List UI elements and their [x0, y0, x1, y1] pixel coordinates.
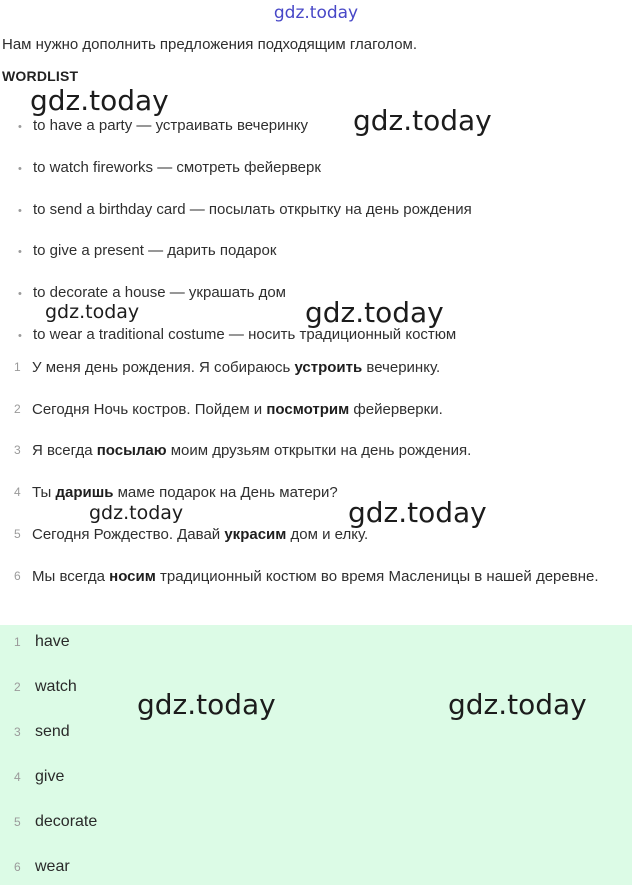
exercise-number: 3: [14, 443, 21, 457]
wordlist-item: [18, 159, 321, 176]
exercise-item: [14, 434, 617, 467]
bullet-icon: •: [18, 205, 22, 217]
answer-text: wear: [35, 858, 70, 875]
exercise-answer-word: даришь: [55, 484, 114, 501]
answer-number: 6: [14, 860, 21, 874]
exercise-answer-word: посылаю: [96, 442, 167, 459]
exercise-text: моим друзьям открытки на день рождения.: [166, 442, 472, 459]
exercise-text: Сегодня Рождество. Давай: [32, 526, 225, 543]
answer-number: 1: [14, 635, 21, 649]
answer-number: 5: [14, 815, 21, 829]
exercise-item: [14, 351, 617, 384]
answer-text: give: [35, 768, 65, 785]
answer-item: [14, 768, 64, 786]
watermark: gdz.today: [353, 104, 492, 137]
wordlist-item-text: to have a party — устраивать вечеринку: [33, 117, 309, 134]
exercise-number: 5: [14, 527, 21, 541]
exercise-number: 6: [14, 569, 21, 583]
wordlist-title: WORDLIST: [2, 68, 79, 84]
watermark: gdz.today: [448, 688, 587, 721]
exercise-answer-word: посмотрим: [266, 401, 350, 418]
wordlist-item: [18, 201, 472, 218]
watermark: gdz.today: [30, 84, 169, 117]
exercise-text: фейерверки.: [349, 401, 443, 418]
answer-item: [14, 633, 70, 651]
exercise-text: традиционный костюм во время Масленицы в нашей деревне.: [155, 568, 599, 585]
watermark: gdz.today: [89, 502, 184, 524]
exercise-text: Ты: [32, 484, 56, 501]
exercise-answer-word: носим: [109, 568, 156, 585]
exercise-text: Я всегда: [32, 442, 97, 459]
exercise-answer-word: украсим: [224, 526, 287, 543]
watermark: gdz.today: [348, 496, 487, 529]
wordlist-item-text: to watch fireworks — смотреть фейерверк: [33, 159, 321, 176]
watermark: gdz.today: [305, 296, 444, 329]
answer-text: decorate: [35, 813, 98, 830]
exercise-answer-word: устроить: [294, 359, 363, 376]
answer-item: [14, 678, 77, 696]
watermark: gdz.today: [137, 688, 276, 721]
exercise-text: У меня день рождения. Я собираюсь: [32, 359, 295, 376]
answer-number: 3: [14, 725, 21, 739]
exercise-text: маме подарок на День матери?: [113, 484, 338, 501]
answer-text: send: [35, 723, 70, 740]
intro-text: Нам нужно дополнить предложения подходящим глаголом.: [2, 36, 418, 53]
answer-item: [14, 813, 97, 831]
exercise-number: 1: [14, 360, 21, 374]
wordlist-item-text: to give a present — дарить подарок: [33, 242, 277, 259]
bullet-icon: •: [18, 163, 22, 175]
exercise-item: [14, 560, 617, 593]
header-watermark: gdz.today: [273, 3, 359, 23]
exercise-text: Сегодня Ночь костров. Пойдем и: [32, 401, 267, 418]
exercise-number: 2: [14, 402, 21, 416]
wordlist-item: [18, 242, 276, 259]
exercise-text: вечеринку.: [362, 359, 441, 376]
bullet-icon: •: [18, 330, 22, 342]
exercise-text: дом и елку.: [286, 526, 369, 543]
wordlist-item-text: to send a birthday card — посылать открытку на день рождения: [33, 201, 472, 218]
bullet-icon: •: [18, 121, 22, 133]
answer-item: [14, 723, 70, 741]
watermark: gdz.today: [45, 301, 140, 323]
exercise-number: 4: [14, 485, 21, 499]
wordlist-item-text: to wear a traditional costume — носить традиционный костюм: [33, 326, 457, 343]
answer-number: 2: [14, 680, 21, 694]
wordlist-item-text: to decorate a house — украшать дом: [33, 284, 286, 301]
answer-number: 4: [14, 770, 21, 784]
answer-text: have: [35, 633, 70, 650]
bullet-icon: •: [18, 246, 22, 258]
answer-item: [14, 858, 70, 876]
bullet-icon: •: [18, 288, 22, 300]
exercise-item: [14, 393, 617, 426]
answers-panel: [0, 625, 632, 885]
answer-text: watch: [35, 678, 77, 695]
wordlist-item: [18, 284, 286, 301]
exercise-text: Мы всегда: [32, 568, 110, 585]
wordlist-item: [18, 117, 308, 134]
